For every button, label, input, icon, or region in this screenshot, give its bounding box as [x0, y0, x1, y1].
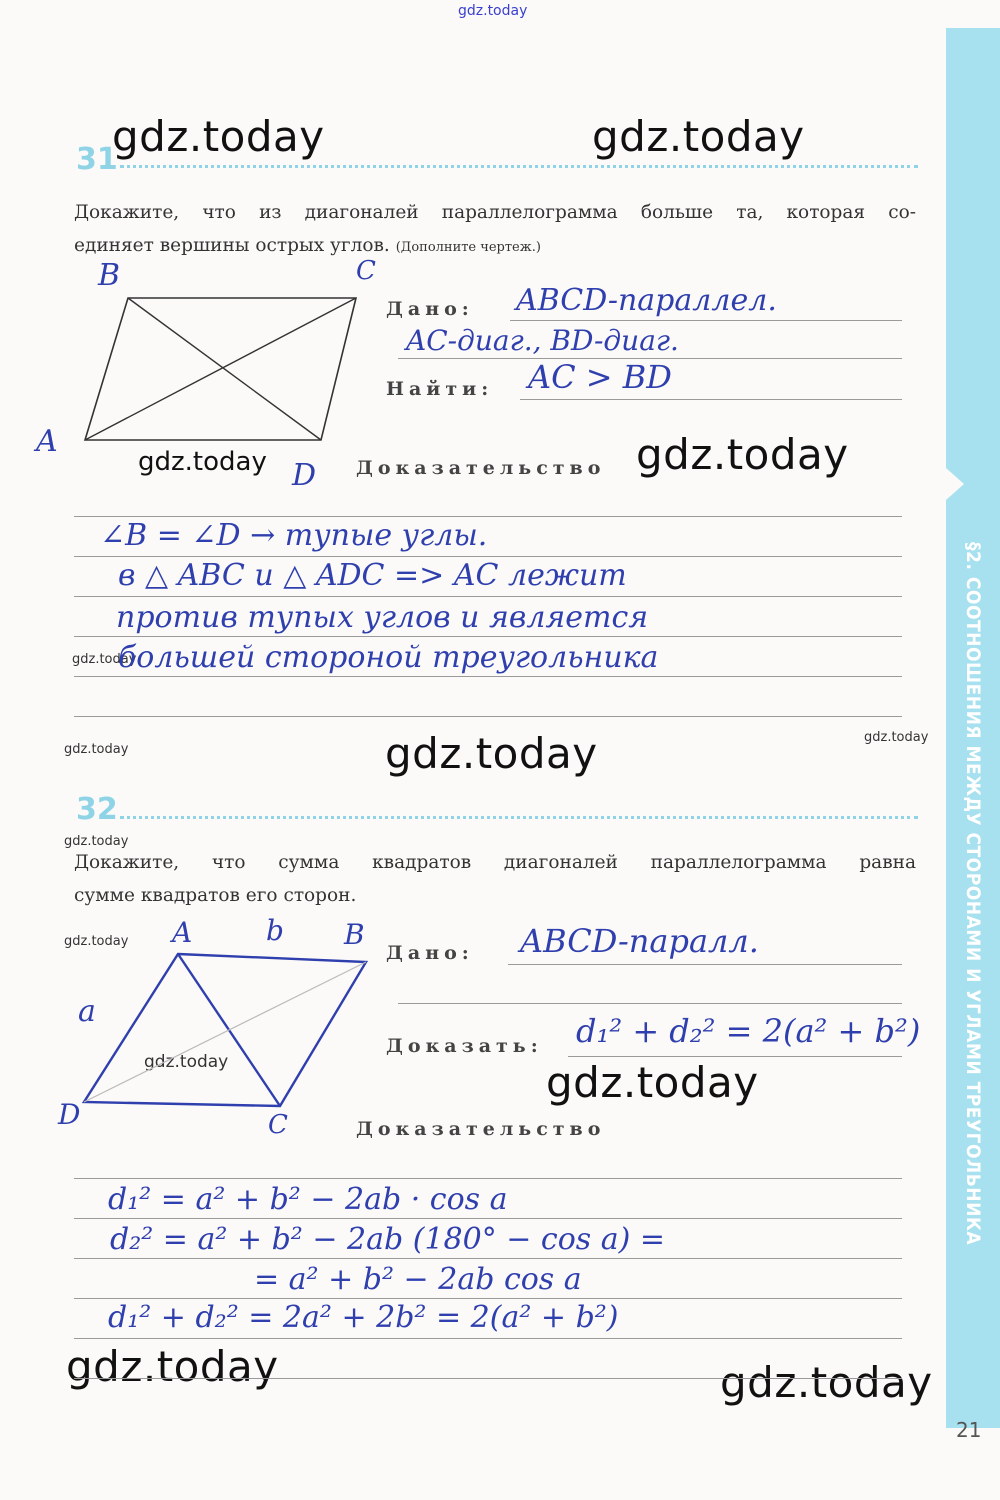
- parallelogram-figure-31: [30, 258, 380, 498]
- given-handwriting: ABCD-паралл.: [520, 922, 759, 960]
- watermark: gdz.today: [720, 1358, 933, 1407]
- find-handwriting: AC > BD: [528, 358, 672, 396]
- answer-line: [74, 516, 902, 517]
- watermark: gdz.today: [64, 834, 129, 849]
- proof-line: большей стороной треугольника: [118, 640, 659, 675]
- diagonal-ac: [85, 298, 356, 440]
- task-text: [74, 846, 916, 912]
- prove-label: Доказать:: [386, 1035, 543, 1057]
- answer-line: [520, 399, 902, 400]
- page-number: 21: [956, 1418, 982, 1442]
- task-divider: [120, 165, 918, 168]
- task-text: [74, 196, 916, 264]
- watermark: gdz.today: [636, 430, 849, 479]
- task-number: 31: [76, 142, 118, 177]
- answer-line: [74, 1298, 902, 1299]
- vertex-label-d: D: [292, 458, 317, 493]
- proof-line: ∠B = ∠D → тупые углы.: [100, 518, 488, 553]
- answer-line: [74, 676, 902, 677]
- answer-line: [510, 320, 902, 321]
- watermark: gdz.today: [66, 1342, 279, 1391]
- parallelogram-figure-32: [60, 930, 390, 1150]
- answer-line: [74, 556, 902, 557]
- task-note: (Дополните чертеж.): [395, 240, 541, 255]
- proof-line: d₂² = a² + b² − 2ab (180° − cos a) =: [110, 1222, 665, 1257]
- vertex-label-c: C: [356, 256, 376, 286]
- task-text-line: Докажите, что сумма квадратов диагоналей параллелограмма равна: [74, 852, 916, 873]
- answer-line: [398, 1003, 902, 1004]
- answer-line: [74, 636, 902, 637]
- task-divider: [120, 816, 918, 819]
- proof-label: Доказательство: [356, 1118, 606, 1140]
- watermark: gdz.today: [592, 112, 805, 161]
- answer-line: [74, 716, 902, 717]
- chapter-title: §2. СООТНОШЕНИЯ МЕЖДУ СТОРОНАМИ И УГЛАМИ ТРЕУГОЛЬНИКА: [962, 542, 984, 1246]
- watermark: gdz.today: [385, 729, 598, 778]
- parallelogram-shape: [84, 954, 366, 1106]
- given-handwriting: AC-диаг., BD-диаг.: [406, 324, 679, 357]
- find-label: Найти:: [386, 378, 494, 400]
- watermark: gdz.today: [112, 112, 325, 161]
- task-text-line: сумме квадратов его сторон.: [74, 885, 357, 906]
- side-label-b: b: [266, 914, 284, 947]
- answer-line: [74, 1378, 902, 1379]
- vertex-label-b: B: [344, 918, 365, 951]
- proof-line: d₁² = a² + b² − 2ab · cos a: [108, 1182, 508, 1217]
- given-label: Дано:: [386, 942, 474, 964]
- task-number: 32: [76, 792, 118, 827]
- vertex-label-a: A: [172, 916, 193, 949]
- diagonal-bd: [128, 298, 321, 440]
- answer-line: [74, 596, 902, 597]
- proof-line: = a² + b² − 2ab cos a: [254, 1262, 582, 1297]
- vertex-label-a: A: [36, 424, 58, 459]
- watermark: gdz.today: [64, 742, 129, 757]
- vertex-label-d: D: [58, 1098, 81, 1131]
- vertex-label-b: B: [98, 258, 121, 293]
- answer-line: [568, 1056, 902, 1057]
- task-text-line: единяет вершины острых углов.: [74, 235, 390, 256]
- proof-line: против тупых углов и является: [116, 600, 649, 635]
- watermark: gdz.today: [144, 1052, 229, 1072]
- answer-line: [74, 1178, 902, 1179]
- watermark: gdz.today: [138, 447, 267, 477]
- side-label-a: a: [78, 994, 96, 1029]
- sidebar-notch: [946, 468, 964, 500]
- watermark: gdz.today: [72, 652, 137, 667]
- given-handwriting: ABCD-параллел.: [516, 283, 777, 318]
- given-label: Дано:: [386, 298, 474, 320]
- proof-line: в △ ABC и △ ADC => AC лежит: [118, 558, 627, 593]
- watermark: gdz.today: [546, 1058, 759, 1107]
- task-text-line: Докажите, что из диагоналей параллелограмма больше та, которая со-: [74, 202, 916, 223]
- answer-line: [74, 1338, 902, 1339]
- proof-label: Доказательство: [356, 457, 606, 479]
- chapter-sidebar: [946, 28, 1000, 1428]
- answer-line: [74, 1258, 902, 1259]
- watermark: gdz.today: [864, 730, 929, 745]
- answer-line: [508, 964, 902, 965]
- watermark-top: gdz.today: [458, 3, 528, 19]
- vertex-label-c: C: [268, 1110, 288, 1140]
- proof-line: d₁² + d₂² = 2a² + 2b² = 2(a² + b²): [108, 1300, 619, 1335]
- watermark: gdz.today: [64, 934, 129, 949]
- answer-line: [74, 1218, 902, 1219]
- prove-handwriting: d₁² + d₂² = 2(a² + b²): [576, 1012, 921, 1050]
